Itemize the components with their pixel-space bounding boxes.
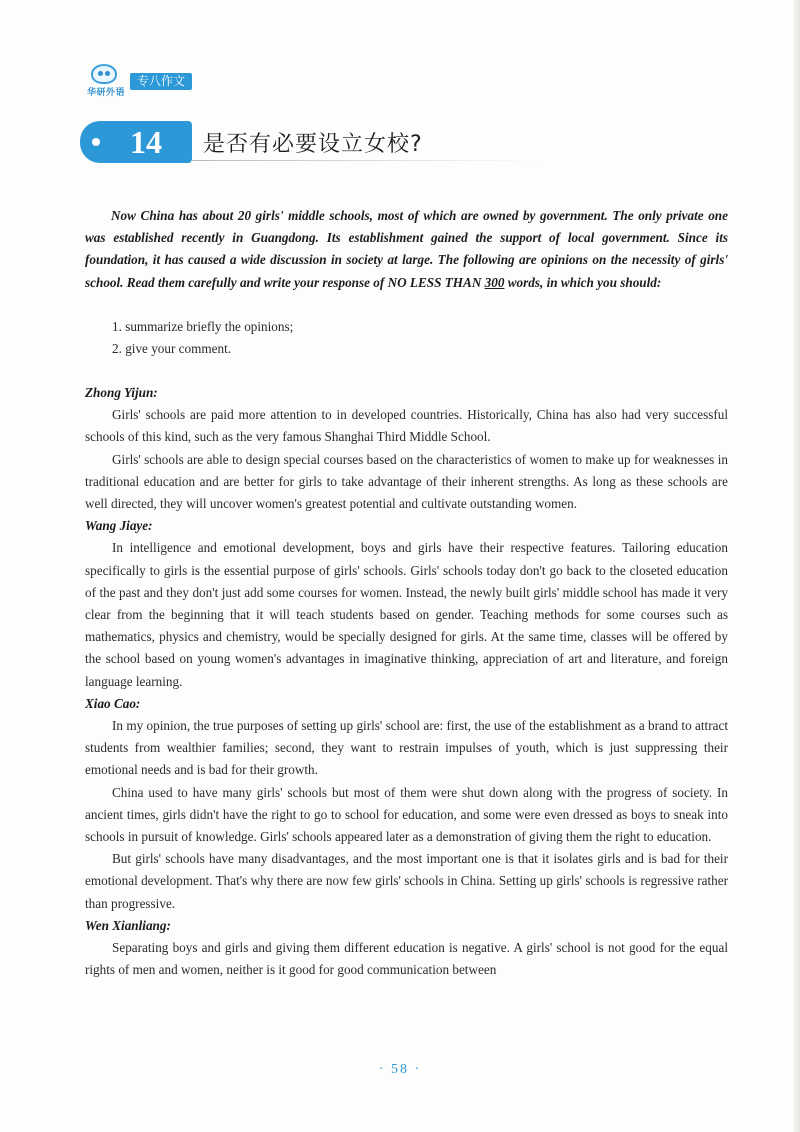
logo-text: 华研外语 [86,88,125,98]
task-item: 1. summarize briefly the opinions; [112,319,294,334]
opinion-paragraph: But girls' schools have many disadvantages, and the most important one is that it isolates girls and is bad for their emotional development. That's why there are now few girls' schools in China. Setting up girls' schools is regressive rather than progressive. [85,851,728,911]
opinions-section [85,382,728,981]
opinion-paragraph: Girls' schools are paid more attention to in developed countries. Historically, China has also had very successful schools of this kind, such as the very famous Shanghai Third Middle School. [85,407,728,445]
page-edge [794,0,800,1132]
opinion-paragraph: In intelligence and emotional development, boys and girls have their respective features. Tailoring education specifically to girls is the essential purpose of girls' schools. Girls' schools today don't go back to the closeted education of the past and they don't just add some courses for women. Instead, the newly built girls' middle school has made it very clear from the beginning that it will teach students based on gender. Teaching methods for some courses such as mathematics, physics and chemistry, would be specially designed for girls. At the same time, classes will be offered by the school based on young women's advantages in imaginative thinking, appreciation of art and literature, and foreign language learning. [85,540,728,689]
mascot-icon [91,64,117,84]
speaker-name: Zhong Yijun: [85,385,158,400]
essay-prompt [85,205,728,294]
chapter-badge [80,121,192,163]
task-item: 2. give your comment. [112,341,232,357]
speaker-name: Wang Jiaye: [85,518,153,534]
opinion-paragraph: Girls' schools are able to design special courses based on the characteristics of women to make up for weaknesses in traditional education and are better for girls to take advantage of their inherent strengths. As long as these schools are well directed, they will uncover women's greatest potential and cultivate outstanding women. [85,451,728,512]
prompt-text: Now China has about 20 girls' middle schools, most of which are owned by government. The only private one was established recently in Guangdong. Its establishment gained the support of local government. Since its foundation, it has caused a wide discussion in society at large. The following are opinions on the necessity of girls' school. Read them carefully and write your response of NO LESS THAN [85,208,728,290]
prompt-text-end: words, in which you should: [504,274,662,290]
word-count: 300 [484,274,505,290]
chapter-number: 14 [130,124,162,160]
task-list [112,316,293,360]
speaker-name: Wen Xianliang: [85,917,171,933]
title-divider [192,160,542,161]
bullet-dot-icon [92,138,100,146]
publisher-logo [83,64,127,98]
chapter-title: 是否有必要设立女校? [203,132,423,157]
speaker-name: Xiao Cao: [85,695,141,711]
series-tag: 专八作文 [130,73,192,90]
opinion-paragraph: Separating boys and girls and giving them different education is negative. A girls' school is not good for the equal rights of men and women, neither is it good for good communication between [85,940,728,978]
opinion-paragraph: In my opinion, the true purposes of setting up girls' school are: first, the use of the establishment as a brand to attract students from wealthier families; second, they want to restrain impulses of youth, which is just suppressing their emotional needs and is bad for their growth. [85,718,728,778]
page-number: · 58 · [378,1062,422,1077]
opinion-paragraph: China used to have many girls' schools but most of them were shut down along with the progress of society. In ancient times, girls didn't have the right to go to school for education, and some were even dressed as boys to sneak into schools in pursuit of knowledge. Girls' schools appeared later as a demonstration of giving them the right to education. [85,784,728,845]
